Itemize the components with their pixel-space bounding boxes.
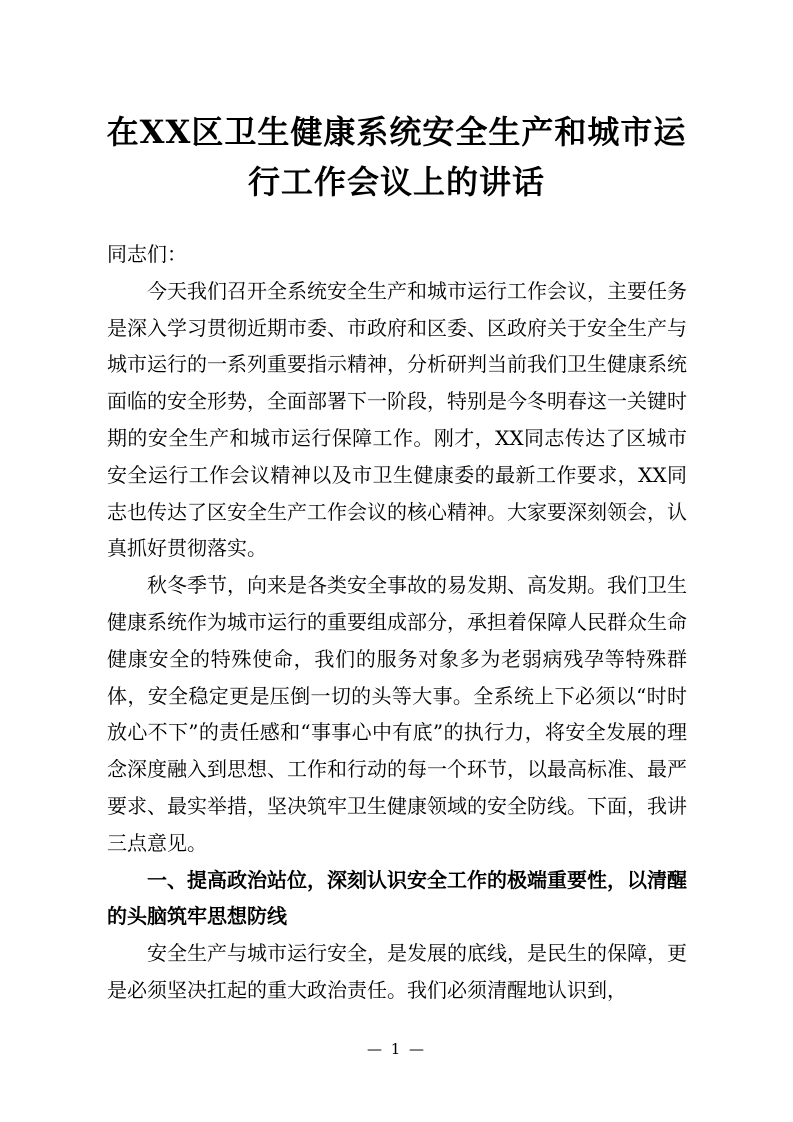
paragraph-section-one: 安全生产与城市运行安全，是发展的底线，是民生的保障，更是必须坚决扛起的重大政治责任。我们必须清醒地认识到，	[107, 941, 687, 1002]
page-number: — 1 —	[366, 1040, 427, 1058]
salutation: 同志们：	[107, 242, 187, 266]
paragraph-autumn-winter: 秋冬季节，向来是各类安全事故的易发期、高发期。我们卫生健康系统作为城市运行的重要组成部分，承担着保障人民群众生命健康安全的特殊使命，我们的服务对象多为老弱病残孕等特殊群体，安全稳定更是压倒一切的头等大事。全系统上下必须以“时时放心不下”的责任感和“事事心中有底”的执行力，将安全发展的理念深度融入到思想、工作和行动的每一个环节，以最高标准、最严要求、最实举措，坚决筑牢卫生健康领域的安全防线。下面，我讲三点意见。	[107, 573, 687, 855]
section-heading: 一、提高政治站位，深刻认识安全工作的极端重要性，以清醒的头脑筑牢思想防线	[107, 867, 687, 929]
document-title: 在XX区卫生健康系统安全生产和城市运行工作会议上的讲话	[106, 113, 687, 201]
document-body	[107, 236, 687, 1009]
paragraph-opening: 今天我们召开全系统安全生产和城市运行工作会议，主要任务是深入学习贯彻近期市委、市政府和区委、区政府关于安全生产与城市运行的一系列重要指示精神，分析研判当前我们卫生健康系统面临的安全形势，全面部署下一阶段，特别是今冬明春这一关键时期的安全生产和城市运行保障工作。刚才，XX同志传达了区城市安全运行工作会议精神以及市卫生健康委的最新工作要求，XX同志也传达了区安全生产工作会议的核心精神。大家要深刻领会，认真抓好贯彻落实。	[107, 278, 687, 561]
